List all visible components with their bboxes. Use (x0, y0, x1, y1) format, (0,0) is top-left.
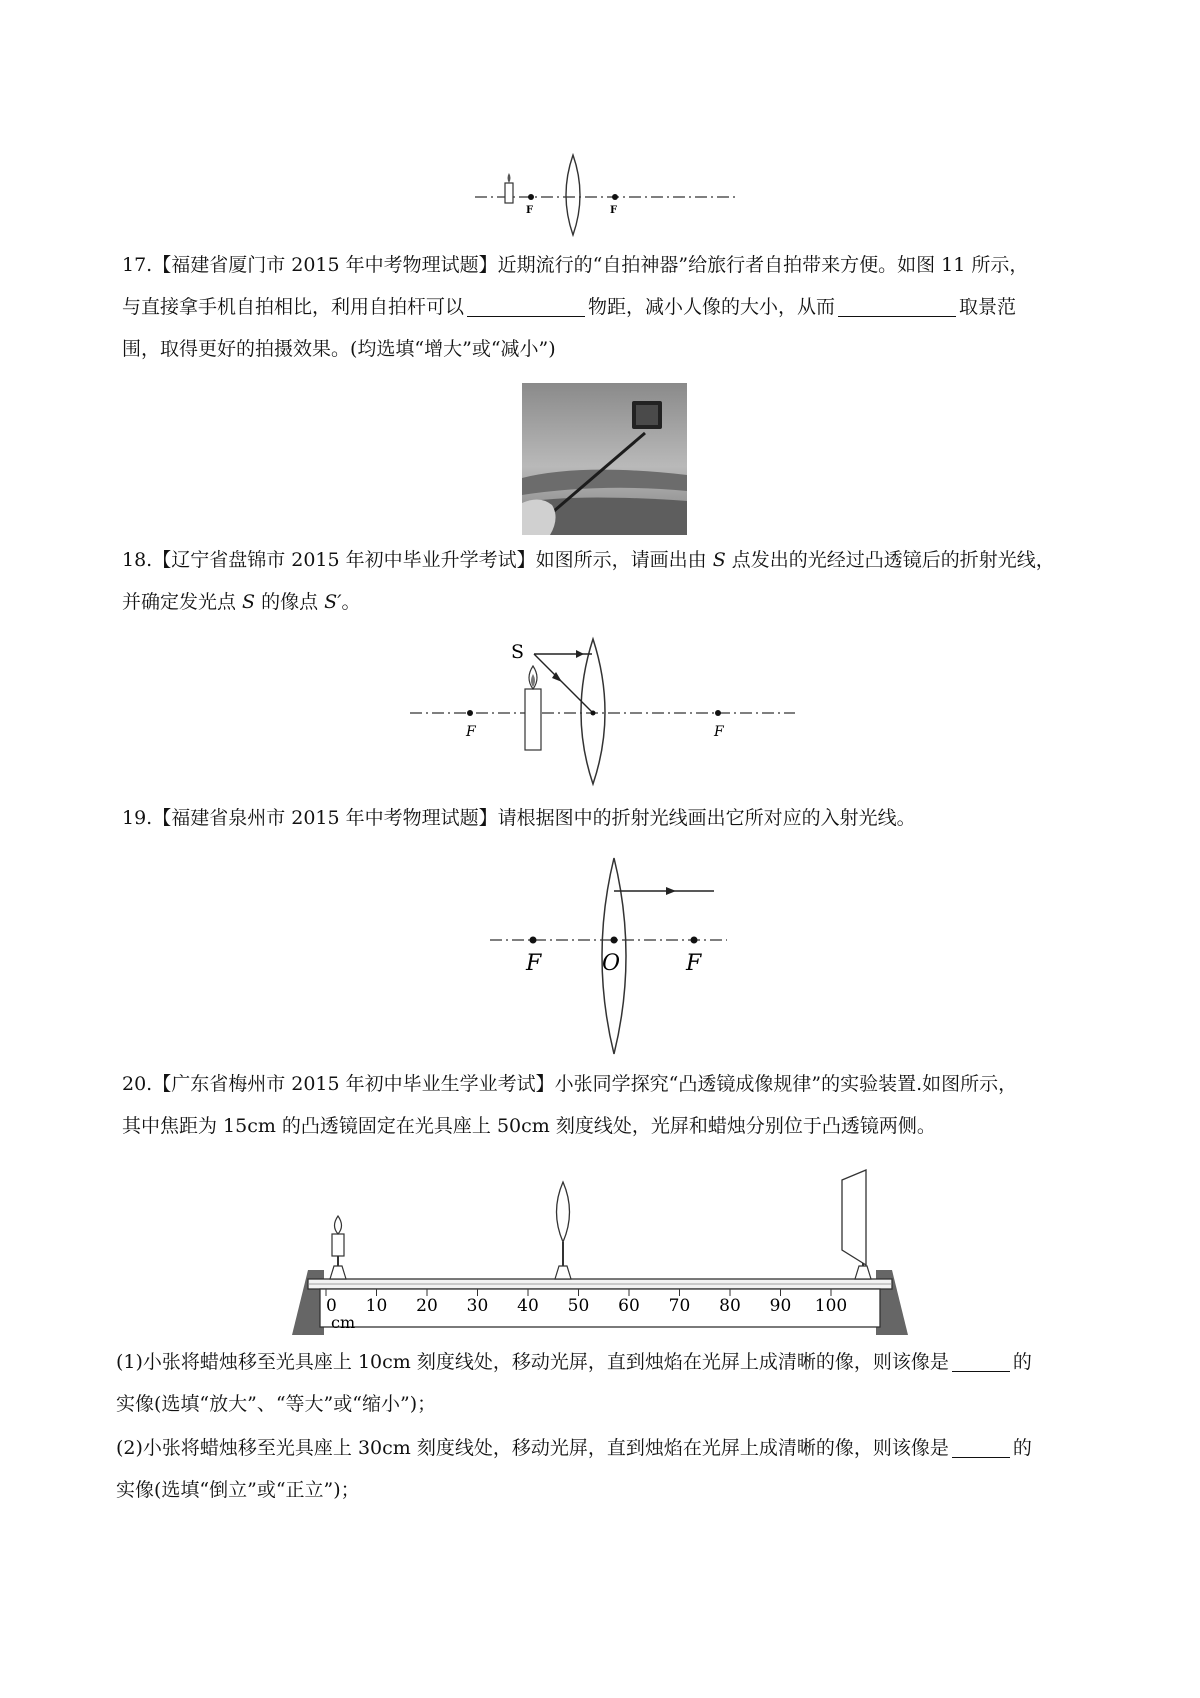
question-18: 18.【辽宁省盘锦市 2015 年初中毕业升学考试】如图所示，请画出由 S 点发出的光经过凸透镜后的折射光线， 并确定发光点 S 的像点 S′。 (122, 549, 1055, 613)
question-20-part-1: (1)小张将蜡烛移至光具座上 10cm 刻度线处，移动光屏，直到烛焰在光屏上成清晰的像，则该像是 的 实像(选填“放大”、“等大”或“缩小”)； (116, 1351, 1032, 1415)
fig16-lens-diagram (475, 155, 745, 235)
fig18-lens-diagram (410, 634, 810, 784)
answer-blank[interactable] (952, 1349, 1010, 1372)
question-17: 17.【福建省厦门市 2015 年中考物理试题】近期流行的“自拍神器”给旅行者自拍带来方便。如图 11 所示， 与直接拿手机自拍相比，利用自拍杆可以 物距，减小人像的大小，从而 取景范 围，取得更好的拍摄效果。(均选填“增大”或“减小”) (122, 254, 1029, 360)
candle-icon (525, 666, 541, 750)
light-screen (842, 1170, 871, 1279)
convex-lens-on-holder (555, 1182, 571, 1279)
incident-ray-parallel (534, 650, 592, 658)
focal-label-left: F (526, 951, 542, 976)
ruler-tick-label: 100 (814, 1296, 848, 1316)
focal-label-right: F (714, 724, 724, 740)
ruler-tick-label: 30 (466, 1296, 489, 1316)
answer-blank[interactable] (838, 294, 956, 317)
focal-point-right (612, 194, 618, 200)
focal-label-left: F (466, 724, 476, 740)
candle-icon (330, 1216, 346, 1279)
focal-point-left (467, 710, 473, 716)
bench-ruler (320, 1289, 880, 1327)
ruler-tick-label: 10 (365, 1296, 388, 1316)
ruler-tick-label: 0 (326, 1296, 337, 1316)
refracted-ray (614, 887, 714, 895)
question-number: 19. (122, 807, 153, 829)
incident-ray-through-center (534, 654, 593, 713)
focal-point-right (691, 937, 698, 944)
ruler-tick-label: 90 (769, 1296, 792, 1316)
focal-label-right: F (686, 951, 702, 976)
center-label-o: O (602, 951, 621, 976)
fig19-lens-diagram (490, 858, 730, 1054)
selfie-stick-photo (522, 383, 687, 535)
ruler-tick-label: 40 (517, 1296, 539, 1316)
ruler-tick-label: 20 (416, 1296, 438, 1316)
focal-point-left (530, 937, 537, 944)
focal-label-left: F (526, 205, 534, 216)
ruler-tick-label: 60 (618, 1296, 640, 1316)
ruler-tick-label: 70 (668, 1296, 691, 1316)
question-number: 20. (122, 1073, 153, 1095)
ruler-tick-label: 50 (567, 1296, 590, 1316)
question-source: 【福建省泉州市 2015 年中考物理试题】 (152, 807, 498, 829)
optical-center (611, 937, 618, 944)
question-20: 20.【广东省梅州市 2015 年初中毕业生学业考试】小张同学探究“凸透镜成像规律”的实验装置.如图所示， 其中焦距为 15cm 的凸透镜固定在光具座上 50cm 刻度线处，光屏和蜡烛分别位于凸透镜两侧。 (122, 1073, 1018, 1137)
question-20-part-2: (2)小张将蜡烛移至光具座上 30cm 刻度线处，移动光屏，直到烛焰在光屏上成清晰的像，则该像是 的 实像(选填“倒立”或“正立”)； (116, 1437, 1032, 1501)
candle-icon (505, 173, 513, 203)
question-19: 19.【福建省泉州市 2015 年中考物理试题】请根据图中的折射光线画出它所对应的入射光线。 (122, 807, 916, 829)
question-source: 【广东省梅州市 2015 年初中毕业生学业考试】 (152, 1073, 555, 1095)
question-source: 【福建省厦门市 2015 年中考物理试题】 (152, 254, 498, 276)
focal-point-right (715, 710, 721, 716)
ruler-unit-label: cm (331, 1313, 356, 1332)
hand-icon (522, 499, 556, 535)
question-source: 【辽宁省盘锦市 2015 年初中毕业升学考试】 (152, 549, 536, 571)
question-number: 18. (122, 549, 153, 571)
answer-blank[interactable] (467, 294, 585, 317)
convex-lens (566, 155, 580, 235)
optical-bench-figure (290, 1170, 910, 1335)
focal-label-right: F (610, 205, 618, 216)
focal-point-left (528, 194, 534, 200)
ruler-tick-label: 80 (719, 1296, 741, 1316)
point-s-label: S (511, 641, 525, 663)
answer-blank[interactable] (952, 1435, 1010, 1458)
question-number: 17. (122, 254, 153, 276)
optical-center (591, 711, 596, 716)
